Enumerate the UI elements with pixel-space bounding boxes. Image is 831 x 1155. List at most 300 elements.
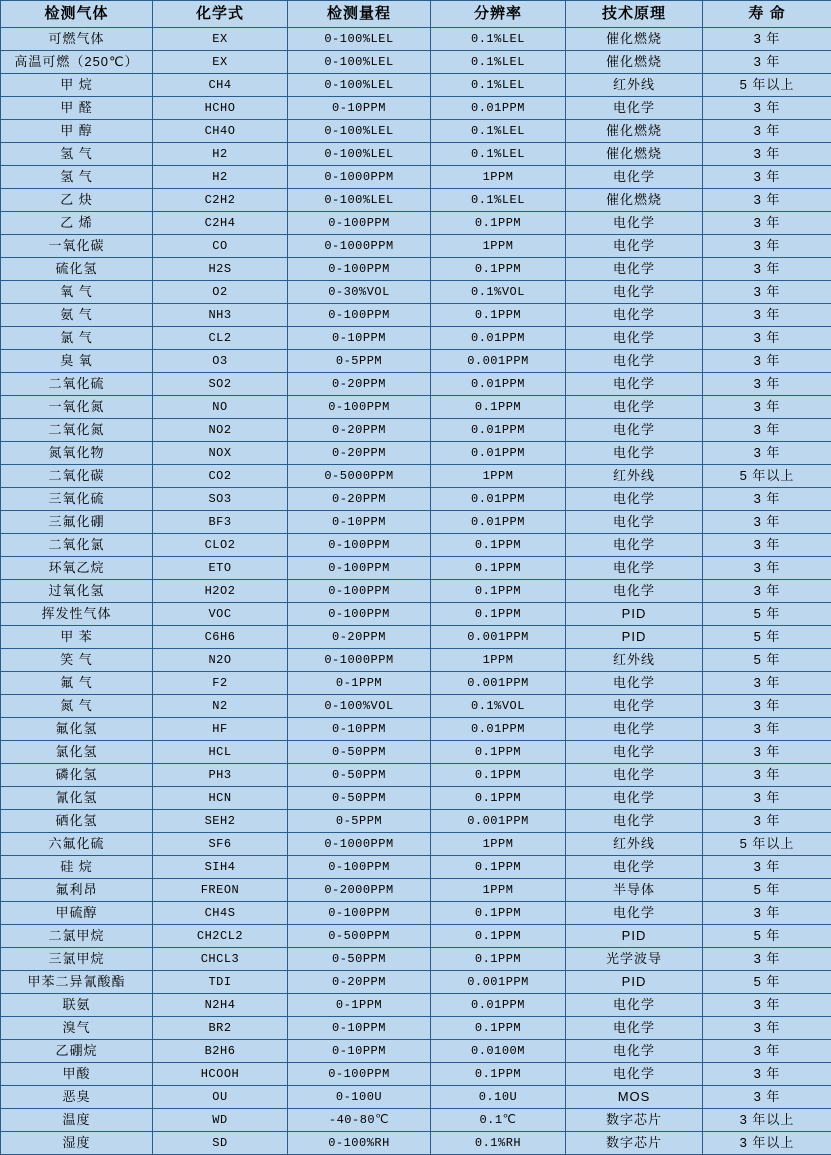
cell-chemical-formula: CH4O bbox=[153, 120, 288, 143]
cell-lifespan: 3 年 bbox=[703, 1017, 831, 1040]
cell-chemical-formula: H2O2 bbox=[153, 580, 288, 603]
cell-chemical-formula: CO bbox=[153, 235, 288, 258]
cell-resolution: 0.001PPM bbox=[431, 810, 566, 833]
cell-chemical-formula: F2 bbox=[153, 672, 288, 695]
cell-gas-name: 氯化氢 bbox=[1, 741, 153, 764]
table-body bbox=[1, 28, 831, 1155]
cell-lifespan: 3 年以上 bbox=[703, 1132, 831, 1155]
cell-chemical-formula: WD bbox=[153, 1109, 288, 1132]
cell-technology: 半导体 bbox=[566, 879, 703, 902]
cell-chemical-formula: N2O bbox=[153, 649, 288, 672]
cell-technology: 电化学 bbox=[566, 1017, 703, 1040]
cell-resolution: 0.01PPM bbox=[431, 327, 566, 350]
column-header-technology: 技术原理 bbox=[566, 1, 703, 28]
cell-gas-name: 过氧化氢 bbox=[1, 580, 153, 603]
cell-gas-name: 氯 气 bbox=[1, 327, 153, 350]
cell-chemical-formula: ETO bbox=[153, 557, 288, 580]
cell-chemical-formula: VOC bbox=[153, 603, 288, 626]
cell-lifespan: 3 年 bbox=[703, 1040, 831, 1063]
cell-technology: 电化学 bbox=[566, 902, 703, 925]
cell-gas-name: 三氟化硼 bbox=[1, 511, 153, 534]
cell-gas-name: 氧 气 bbox=[1, 281, 153, 304]
table-row bbox=[1, 925, 831, 948]
cell-gas-name: 乙 炔 bbox=[1, 189, 153, 212]
cell-gas-name: 硅 烷 bbox=[1, 856, 153, 879]
cell-detection-range: 0-1PPM bbox=[288, 672, 431, 695]
cell-detection-range: 0-100%LEL bbox=[288, 51, 431, 74]
cell-detection-range: 0-20PPM bbox=[288, 419, 431, 442]
cell-resolution: 0.01PPM bbox=[431, 718, 566, 741]
column-header-gas-name: 检测气体 bbox=[1, 1, 153, 28]
cell-resolution: 0.001PPM bbox=[431, 971, 566, 994]
cell-detection-range: 0-30%VOL bbox=[288, 281, 431, 304]
cell-chemical-formula: CH2CL2 bbox=[153, 925, 288, 948]
table-row bbox=[1, 948, 831, 971]
cell-lifespan: 5 年 bbox=[703, 649, 831, 672]
cell-detection-range: 0-100PPM bbox=[288, 534, 431, 557]
table-row bbox=[1, 511, 831, 534]
cell-gas-name: 氮氧化物 bbox=[1, 442, 153, 465]
cell-gas-name: 氰化氢 bbox=[1, 787, 153, 810]
cell-technology: PID bbox=[566, 971, 703, 994]
cell-chemical-formula: B2H6 bbox=[153, 1040, 288, 1063]
cell-resolution: 0.01PPM bbox=[431, 511, 566, 534]
cell-resolution: 0.1%VOL bbox=[431, 695, 566, 718]
cell-chemical-formula: H2 bbox=[153, 143, 288, 166]
cell-technology: 数字芯片 bbox=[566, 1109, 703, 1132]
cell-chemical-formula: HCN bbox=[153, 787, 288, 810]
cell-chemical-formula: BF3 bbox=[153, 511, 288, 534]
cell-chemical-formula: C2H4 bbox=[153, 212, 288, 235]
cell-technology: 催化燃烧 bbox=[566, 189, 703, 212]
table-row bbox=[1, 120, 831, 143]
cell-resolution: 0.01PPM bbox=[431, 97, 566, 120]
table-row bbox=[1, 994, 831, 1017]
cell-technology: PID bbox=[566, 626, 703, 649]
cell-gas-name: 三氯甲烷 bbox=[1, 948, 153, 971]
cell-gas-name: 二氧化氯 bbox=[1, 534, 153, 557]
cell-resolution: 0.0100M bbox=[431, 1040, 566, 1063]
cell-detection-range: 0-100PPM bbox=[288, 603, 431, 626]
cell-detection-range: 0-1000PPM bbox=[288, 166, 431, 189]
table-row bbox=[1, 672, 831, 695]
cell-lifespan: 3 年 bbox=[703, 419, 831, 442]
cell-resolution: 0.1PPM bbox=[431, 212, 566, 235]
cell-lifespan: 3 年 bbox=[703, 488, 831, 511]
cell-chemical-formula: O3 bbox=[153, 350, 288, 373]
cell-detection-range: 0-1000PPM bbox=[288, 235, 431, 258]
cell-gas-name: 氢 气 bbox=[1, 143, 153, 166]
cell-detection-range: 0-100PPM bbox=[288, 1063, 431, 1086]
table-row bbox=[1, 327, 831, 350]
cell-lifespan: 5 年以上 bbox=[703, 833, 831, 856]
cell-chemical-formula: EX bbox=[153, 28, 288, 51]
cell-technology: 电化学 bbox=[566, 258, 703, 281]
cell-lifespan: 3 年 bbox=[703, 672, 831, 695]
cell-technology: 催化燃烧 bbox=[566, 28, 703, 51]
cell-resolution: 1PPM bbox=[431, 166, 566, 189]
cell-lifespan: 3 年以上 bbox=[703, 1109, 831, 1132]
cell-technology: 红外线 bbox=[566, 833, 703, 856]
cell-chemical-formula: NO2 bbox=[153, 419, 288, 442]
cell-lifespan: 3 年 bbox=[703, 212, 831, 235]
cell-lifespan: 3 年 bbox=[703, 1063, 831, 1086]
cell-lifespan: 3 年 bbox=[703, 557, 831, 580]
cell-technology: 红外线 bbox=[566, 74, 703, 97]
cell-lifespan: 3 年 bbox=[703, 327, 831, 350]
cell-gas-name: 氮 气 bbox=[1, 695, 153, 718]
cell-resolution: 0.1%LEL bbox=[431, 120, 566, 143]
cell-lifespan: 3 年 bbox=[703, 304, 831, 327]
cell-technology: 电化学 bbox=[566, 557, 703, 580]
cell-lifespan: 3 年 bbox=[703, 97, 831, 120]
cell-detection-range: 0-10PPM bbox=[288, 1017, 431, 1040]
cell-gas-name: 环氧乙烷 bbox=[1, 557, 153, 580]
cell-lifespan: 3 年 bbox=[703, 764, 831, 787]
table-row bbox=[1, 304, 831, 327]
cell-gas-name: 二氯甲烷 bbox=[1, 925, 153, 948]
table-row bbox=[1, 718, 831, 741]
cell-detection-range: 0-100PPM bbox=[288, 856, 431, 879]
cell-lifespan: 5 年 bbox=[703, 879, 831, 902]
column-header-lifespan: 寿 命 bbox=[703, 1, 831, 28]
cell-technology: 红外线 bbox=[566, 649, 703, 672]
table-row bbox=[1, 741, 831, 764]
cell-resolution: 0.1PPM bbox=[431, 580, 566, 603]
column-header-resolution: 分辨率 bbox=[431, 1, 566, 28]
cell-chemical-formula: CL2 bbox=[153, 327, 288, 350]
cell-gas-name: 硫化氢 bbox=[1, 258, 153, 281]
cell-technology: 电化学 bbox=[566, 327, 703, 350]
cell-lifespan: 3 年 bbox=[703, 511, 831, 534]
cell-gas-name: 一氧化碳 bbox=[1, 235, 153, 258]
cell-detection-range: 0-500PPM bbox=[288, 925, 431, 948]
cell-chemical-formula: SEH2 bbox=[153, 810, 288, 833]
cell-gas-name: 臭 氧 bbox=[1, 350, 153, 373]
cell-gas-name: 湿度 bbox=[1, 1132, 153, 1155]
cell-technology: 电化学 bbox=[566, 304, 703, 327]
cell-lifespan: 3 年 bbox=[703, 189, 831, 212]
cell-technology: 电化学 bbox=[566, 856, 703, 879]
cell-technology: 电化学 bbox=[566, 396, 703, 419]
cell-lifespan: 3 年 bbox=[703, 810, 831, 833]
cell-resolution: 0.1PPM bbox=[431, 1063, 566, 1086]
cell-technology: 数字芯片 bbox=[566, 1132, 703, 1155]
cell-resolution: 0.1PPM bbox=[431, 925, 566, 948]
cell-technology: PID bbox=[566, 603, 703, 626]
cell-chemical-formula: C2H2 bbox=[153, 189, 288, 212]
cell-resolution: 1PPM bbox=[431, 649, 566, 672]
cell-lifespan: 3 年 bbox=[703, 534, 831, 557]
table-row bbox=[1, 971, 831, 994]
cell-lifespan: 5 年 bbox=[703, 925, 831, 948]
cell-gas-name: 磷化氢 bbox=[1, 764, 153, 787]
cell-resolution: 0.1PPM bbox=[431, 603, 566, 626]
cell-resolution: 0.01PPM bbox=[431, 442, 566, 465]
cell-technology: 红外线 bbox=[566, 465, 703, 488]
cell-lifespan: 5 年 bbox=[703, 603, 831, 626]
cell-resolution: 0.1PPM bbox=[431, 304, 566, 327]
cell-gas-name: 甲苯二异氰酸酯 bbox=[1, 971, 153, 994]
cell-chemical-formula: SD bbox=[153, 1132, 288, 1155]
cell-gas-name: 氟利昂 bbox=[1, 879, 153, 902]
table-row bbox=[1, 212, 831, 235]
table-row bbox=[1, 258, 831, 281]
cell-chemical-formula: PH3 bbox=[153, 764, 288, 787]
cell-resolution: 0.001PPM bbox=[431, 350, 566, 373]
cell-resolution: 0.1PPM bbox=[431, 534, 566, 557]
cell-technology: 电化学 bbox=[566, 534, 703, 557]
cell-technology: 电化学 bbox=[566, 281, 703, 304]
cell-technology: 电化学 bbox=[566, 718, 703, 741]
table-row bbox=[1, 143, 831, 166]
cell-lifespan: 3 年 bbox=[703, 166, 831, 189]
cell-detection-range: 0-100PPM bbox=[288, 396, 431, 419]
table-row bbox=[1, 189, 831, 212]
table-row bbox=[1, 51, 831, 74]
cell-gas-name: 温度 bbox=[1, 1109, 153, 1132]
cell-gas-name: 甲 醛 bbox=[1, 97, 153, 120]
cell-lifespan: 3 年 bbox=[703, 143, 831, 166]
cell-detection-range: 0-100PPM bbox=[288, 580, 431, 603]
cell-gas-name: 恶臭 bbox=[1, 1086, 153, 1109]
cell-resolution: 0.01PPM bbox=[431, 373, 566, 396]
cell-detection-range: 0-100PPM bbox=[288, 304, 431, 327]
cell-lifespan: 3 年 bbox=[703, 994, 831, 1017]
cell-resolution: 0.1%LEL bbox=[431, 51, 566, 74]
cell-gas-name: 可燃气体 bbox=[1, 28, 153, 51]
cell-detection-range: 0-1000PPM bbox=[288, 649, 431, 672]
cell-lifespan: 3 年 bbox=[703, 258, 831, 281]
cell-resolution: 0.1%LEL bbox=[431, 143, 566, 166]
cell-chemical-formula: TDI bbox=[153, 971, 288, 994]
table-row bbox=[1, 787, 831, 810]
cell-gas-name: 甲硫醇 bbox=[1, 902, 153, 925]
table-row bbox=[1, 1040, 831, 1063]
cell-detection-range: 0-50PPM bbox=[288, 741, 431, 764]
cell-lifespan: 3 年 bbox=[703, 856, 831, 879]
cell-gas-name: 笑 气 bbox=[1, 649, 153, 672]
cell-chemical-formula: HCL bbox=[153, 741, 288, 764]
cell-technology: 电化学 bbox=[566, 166, 703, 189]
table-row bbox=[1, 396, 831, 419]
cell-detection-range: 0-5PPM bbox=[288, 350, 431, 373]
cell-resolution: 0.1PPM bbox=[431, 948, 566, 971]
cell-technology: 电化学 bbox=[566, 764, 703, 787]
cell-technology: MOS bbox=[566, 1086, 703, 1109]
cell-lifespan: 3 年 bbox=[703, 28, 831, 51]
cell-chemical-formula: HCHO bbox=[153, 97, 288, 120]
cell-lifespan: 5 年 bbox=[703, 971, 831, 994]
cell-chemical-formula: CHCL3 bbox=[153, 948, 288, 971]
cell-resolution: 0.001PPM bbox=[431, 626, 566, 649]
cell-technology: 电化学 bbox=[566, 511, 703, 534]
cell-lifespan: 3 年 bbox=[703, 580, 831, 603]
table-row bbox=[1, 166, 831, 189]
cell-chemical-formula: EX bbox=[153, 51, 288, 74]
cell-chemical-formula: H2S bbox=[153, 258, 288, 281]
cell-resolution: 0.1PPM bbox=[431, 902, 566, 925]
table-row bbox=[1, 1017, 831, 1040]
cell-gas-name: 二氧化氮 bbox=[1, 419, 153, 442]
cell-gas-name: 甲 烷 bbox=[1, 74, 153, 97]
cell-detection-range: 0-100%LEL bbox=[288, 74, 431, 97]
cell-detection-range: -40-80℃ bbox=[288, 1109, 431, 1132]
cell-lifespan: 3 年 bbox=[703, 695, 831, 718]
cell-technology: 电化学 bbox=[566, 350, 703, 373]
cell-resolution: 1PPM bbox=[431, 235, 566, 258]
cell-chemical-formula: N2 bbox=[153, 695, 288, 718]
cell-resolution: 0.1%LEL bbox=[431, 28, 566, 51]
cell-lifespan: 3 年 bbox=[703, 1086, 831, 1109]
cell-detection-range: 0-2000PPM bbox=[288, 879, 431, 902]
table-row bbox=[1, 557, 831, 580]
table-row bbox=[1, 28, 831, 51]
cell-detection-range: 0-100U bbox=[288, 1086, 431, 1109]
cell-technology: 电化学 bbox=[566, 419, 703, 442]
cell-technology: 电化学 bbox=[566, 994, 703, 1017]
cell-resolution: 0.1PPM bbox=[431, 258, 566, 281]
table-row bbox=[1, 442, 831, 465]
cell-gas-name: 挥发性气体 bbox=[1, 603, 153, 626]
cell-detection-range: 0-10PPM bbox=[288, 97, 431, 120]
cell-chemical-formula: FREON bbox=[153, 879, 288, 902]
cell-resolution: 0.1%VOL bbox=[431, 281, 566, 304]
cell-gas-name: 六氟化硫 bbox=[1, 833, 153, 856]
cell-lifespan: 3 年 bbox=[703, 120, 831, 143]
table-row bbox=[1, 603, 831, 626]
cell-chemical-formula: O2 bbox=[153, 281, 288, 304]
cell-chemical-formula: CLO2 bbox=[153, 534, 288, 557]
cell-technology: 电化学 bbox=[566, 1040, 703, 1063]
cell-resolution: 1PPM bbox=[431, 465, 566, 488]
cell-detection-range: 0-50PPM bbox=[288, 764, 431, 787]
cell-detection-range: 0-20PPM bbox=[288, 626, 431, 649]
cell-detection-range: 0-10PPM bbox=[288, 511, 431, 534]
cell-chemical-formula: SF6 bbox=[153, 833, 288, 856]
cell-lifespan: 3 年 bbox=[703, 235, 831, 258]
cell-technology: 催化燃烧 bbox=[566, 51, 703, 74]
cell-technology: 电化学 bbox=[566, 235, 703, 258]
table-row bbox=[1, 1109, 831, 1132]
cell-gas-name: 氨 气 bbox=[1, 304, 153, 327]
cell-lifespan: 3 年 bbox=[703, 281, 831, 304]
table-row bbox=[1, 97, 831, 120]
cell-chemical-formula: NH3 bbox=[153, 304, 288, 327]
cell-chemical-formula: BR2 bbox=[153, 1017, 288, 1040]
cell-detection-range: 0-100%LEL bbox=[288, 28, 431, 51]
cell-resolution: 0.1PPM bbox=[431, 741, 566, 764]
table-header-row bbox=[1, 1, 831, 28]
table-row bbox=[1, 74, 831, 97]
cell-technology: 电化学 bbox=[566, 97, 703, 120]
cell-lifespan: 5 年 bbox=[703, 626, 831, 649]
cell-chemical-formula: HCOOH bbox=[153, 1063, 288, 1086]
table-row bbox=[1, 833, 831, 856]
cell-detection-range: 0-20PPM bbox=[288, 442, 431, 465]
cell-chemical-formula: OU bbox=[153, 1086, 288, 1109]
cell-lifespan: 3 年 bbox=[703, 718, 831, 741]
cell-technology: 电化学 bbox=[566, 741, 703, 764]
cell-gas-name: 高温可燃（250℃） bbox=[1, 51, 153, 74]
table-row bbox=[1, 350, 831, 373]
cell-technology: 催化燃烧 bbox=[566, 143, 703, 166]
cell-detection-range: 0-100PPM bbox=[288, 258, 431, 281]
table-row bbox=[1, 764, 831, 787]
cell-resolution: 0.01PPM bbox=[431, 488, 566, 511]
cell-detection-range: 0-20PPM bbox=[288, 488, 431, 511]
cell-detection-range: 0-20PPM bbox=[288, 373, 431, 396]
cell-gas-name: 甲酸 bbox=[1, 1063, 153, 1086]
cell-gas-name: 甲 苯 bbox=[1, 626, 153, 649]
table-row bbox=[1, 580, 831, 603]
cell-technology: 电化学 bbox=[566, 373, 703, 396]
table-row bbox=[1, 856, 831, 879]
cell-technology: 催化燃烧 bbox=[566, 120, 703, 143]
cell-chemical-formula: CH4 bbox=[153, 74, 288, 97]
cell-detection-range: 0-20PPM bbox=[288, 971, 431, 994]
table-header bbox=[1, 1, 831, 28]
cell-gas-name: 溴气 bbox=[1, 1017, 153, 1040]
cell-detection-range: 0-1PPM bbox=[288, 994, 431, 1017]
cell-resolution: 0.1%RH bbox=[431, 1132, 566, 1155]
cell-resolution: 1PPM bbox=[431, 879, 566, 902]
cell-technology: 光学波导 bbox=[566, 948, 703, 971]
cell-detection-range: 0-5PPM bbox=[288, 810, 431, 833]
cell-gas-name: 乙 烯 bbox=[1, 212, 153, 235]
table-row bbox=[1, 1132, 831, 1155]
column-header-chemical-formula: 化学式 bbox=[153, 1, 288, 28]
cell-lifespan: 3 年 bbox=[703, 948, 831, 971]
cell-gas-name: 三氧化硫 bbox=[1, 488, 153, 511]
cell-resolution: 0.10U bbox=[431, 1086, 566, 1109]
cell-technology: 电化学 bbox=[566, 442, 703, 465]
cell-chemical-formula: SO2 bbox=[153, 373, 288, 396]
cell-chemical-formula: NO bbox=[153, 396, 288, 419]
table-row bbox=[1, 879, 831, 902]
cell-technology: 电化学 bbox=[566, 672, 703, 695]
cell-chemical-formula: CO2 bbox=[153, 465, 288, 488]
cell-detection-range: 0-100PPM bbox=[288, 212, 431, 235]
cell-lifespan: 3 年 bbox=[703, 787, 831, 810]
table-row bbox=[1, 649, 831, 672]
cell-chemical-formula: CH4S bbox=[153, 902, 288, 925]
cell-lifespan: 3 年 bbox=[703, 902, 831, 925]
cell-lifespan: 5 年以上 bbox=[703, 465, 831, 488]
cell-gas-name: 联氨 bbox=[1, 994, 153, 1017]
cell-detection-range: 0-50PPM bbox=[288, 948, 431, 971]
table-row bbox=[1, 1086, 831, 1109]
cell-detection-range: 0-100%RH bbox=[288, 1132, 431, 1155]
cell-technology: 电化学 bbox=[566, 580, 703, 603]
cell-resolution: 0.01PPM bbox=[431, 994, 566, 1017]
cell-technology: 电化学 bbox=[566, 212, 703, 235]
cell-detection-range: 0-100%LEL bbox=[288, 143, 431, 166]
cell-detection-range: 0-10PPM bbox=[288, 718, 431, 741]
cell-gas-name: 甲 醇 bbox=[1, 120, 153, 143]
cell-detection-range: 0-100PPM bbox=[288, 557, 431, 580]
cell-resolution: 0.1%LEL bbox=[431, 74, 566, 97]
cell-resolution: 1PPM bbox=[431, 833, 566, 856]
table-row bbox=[1, 626, 831, 649]
cell-chemical-formula: N2H4 bbox=[153, 994, 288, 1017]
cell-technology: 电化学 bbox=[566, 810, 703, 833]
cell-lifespan: 3 年 bbox=[703, 373, 831, 396]
cell-gas-name: 二氧化碳 bbox=[1, 465, 153, 488]
cell-detection-range: 0-5000PPM bbox=[288, 465, 431, 488]
cell-chemical-formula: C6H6 bbox=[153, 626, 288, 649]
cell-resolution: 0.1PPM bbox=[431, 557, 566, 580]
